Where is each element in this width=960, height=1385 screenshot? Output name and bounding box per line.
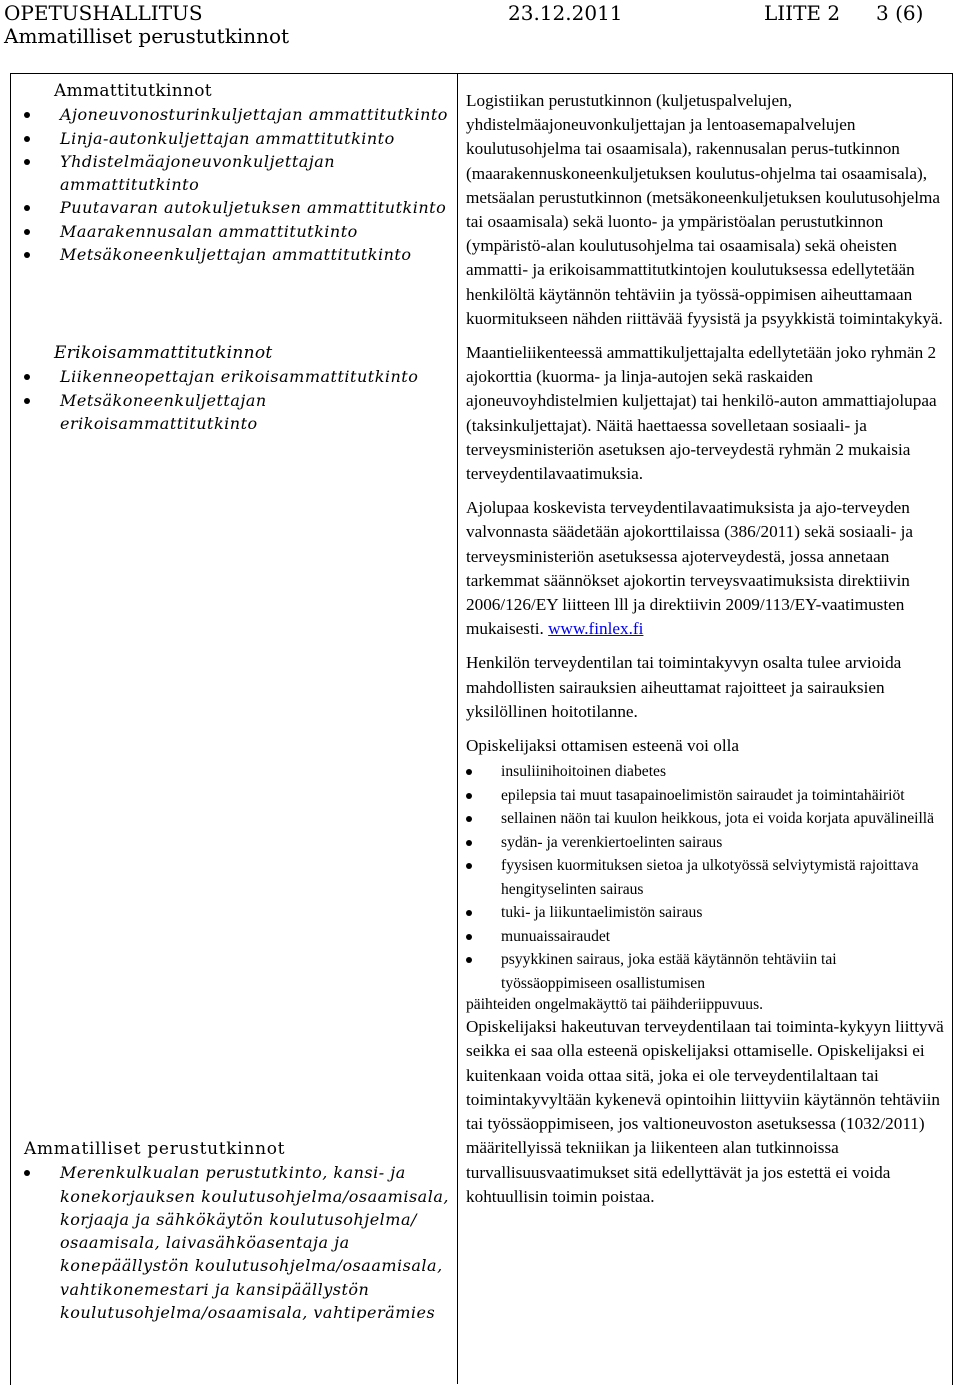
- list-item: fyysisen kuormituksen sietoa ja ulkotyössä selviytymistä rajoittava hengityselinten sairaus: [466, 854, 946, 901]
- section-title: Ammatilliset perustutkinnot: [24, 1139, 286, 1159]
- bullet-icon: [466, 769, 472, 775]
- paragraph: Henkilön terveydentilan tai toimintakyvyn osalta tulee arvioida mahdollisten sairauksien aiheuttamat rajoitteet ja sairauksien yksilöllinen hoitotilanne.: [466, 653, 902, 721]
- bullet-icon: [24, 398, 30, 404]
- list-trailing-text: päihteiden ongelmakäyttö tai päihderiippuvuus.: [466, 996, 764, 1014]
- list-item: Merenkulkualan perustutkinto, kansi- ja konekorjauksen koulutusohjelma/osaamisala, korjaaja ja sähkökäytön koulutusohjelma/ osaamisala, laivasähköasentaja ja konepäällystön koulutusohjelma/osaamisala, vahtikonemestari ja kansipäällystön koulutusohjelma/osaamisala, vahtiperämies: [22, 1161, 450, 1324]
- bullet-icon: [466, 934, 472, 940]
- bullet-icon: [24, 112, 30, 118]
- bullet-icon: [466, 840, 472, 846]
- section-title: Erikoisammattitutkinnot: [54, 343, 273, 363]
- list-item: tuki- ja liikuntaelimistön sairaus: [466, 901, 946, 925]
- bullet-icon: [24, 252, 30, 258]
- bullet-icon: [466, 957, 472, 963]
- bullet-icon: [24, 229, 30, 235]
- list-intro: Opiskelijaksi ottamisen esteenä voi olla: [466, 736, 740, 756]
- list-item: Maarakennusalan ammattitutkinto: [22, 220, 450, 243]
- bullet-icon: [466, 910, 472, 916]
- paragraph: Ajolupaa koskevista terveydentilavaatimuksista ja ajo-terveyden valvonnasta säädetään ajokorttilaissa (386/2011) sekä sosiaali- ja terveysministeriön asetuksessa ajoterveydestä, jossa annetaan tarkemmat säännökset ajokortin terveysvaatimuksista direktiivin 2006/126/EY liitteen lll ja direktiivin 2009/113/EY-vaatimusten mukaisesti. www.finlex.fi: [466, 498, 914, 639]
- bullet-icon: [466, 863, 472, 869]
- paragraph: Logistiikan perustutkinnon (kuljetuspalvelujen, yhdistelmäajoneuvonkuljettajan ja lentoasemapalvelujen koulutusohjelma tai osaamisala), rakennusalan perus-tutkinnon (maarakennuskoneenkuljetuksen koulutus-ohjelma tai osaamisala), metsäalan perustutkinnon (metsäkoneenkuljetuksen koulutusohjelma tai osaamisala) sekä luonto- ja ympäristöalan perustutkinnon (ympäristö-alan koulutusohjelma tai osaamisala) sekä oheisten ammatti- ja erikoisammattitutkintojen koulutuksessa edellytetään henkilöltä käytännön tehtäviin ja työssä-oppimisen aiheuttamaan kuormitukseen nähden riittävää fyysistä ja psyykkistä toimintakykyä.: [466, 91, 943, 328]
- paragraph: Maantieliikenteessä ammattikuljettajalta edellytetään joko ryhmän 2 ajokorttia (kuorma- ja linja-autojen sekä raskaiden ajoneuvoyhdistelmien kuljettajat) tai henkilö-auton ammattiajolupaa (taksinkuljettajat). Näitä haettaessa sovelletaan sosiaali- ja terveysministeriön asetuksen ajo-terveydestä ryhmän 2 mukaisia terveydentilavaatimuksia.: [466, 343, 937, 484]
- list-item: Metsäkoneenkuljettajan erikoisammattitutkinto: [22, 389, 450, 436]
- section-ammattitutkinnot: [22, 80, 450, 266]
- list-item: psyykkinen sairaus, joka estää käytännön tehtäviin tai työssäoppimiseen osallistumisen: [466, 948, 946, 995]
- list-item: sydän- ja verenkiertoelinten sairaus: [466, 831, 946, 855]
- section-title: Ammattitutkinnot: [54, 81, 212, 101]
- qualification-list: [22, 365, 450, 435]
- bullet-icon: [466, 816, 472, 822]
- document-subtitle: Ammatilliset perustutkinnot: [4, 24, 290, 48]
- paragraph: Opiskelijaksi hakeutuvan terveydentilaan tai toiminta-kykyyn liittyvä seikka ei saa olla esteenä opiskelijaksi ottamiselle. Opiskelijaksi ei kuitenkaan voida ottaa sitä, joka ei ole terveydentilaltaan tai toimintakyvyltään kykenevä opintoihin liittyviin käytännön tehtäviin tai työssäoppimiseen, jos valtioneuvoston asetuksessa (1032/2011) määritellyissä tekniikan ja liikenteen alan tutkinnoissa turvallisuusvaatimukset sitä edellyttävät ja jos estettä ei voida kohtuullisin toimin poistaa.: [466, 1017, 944, 1206]
- qualification-list: [22, 103, 450, 266]
- list-item: munuaissairaudet: [466, 925, 946, 949]
- list-item: Linja-autonkuljettajan ammattitutkinto: [22, 127, 450, 150]
- bullet-icon: [24, 136, 30, 142]
- list-item: Liikenneopettajan erikoisammattitutkinto: [22, 365, 450, 388]
- bullet-icon: [24, 1170, 30, 1176]
- list-item: Ajoneuvonosturinkuljettajan ammattitutkinto: [22, 103, 450, 126]
- list-item: insuliinihoitoinen diabetes: [466, 760, 946, 784]
- list-item: sellainen näön tai kuulon heikkous, jota ei voida korjata apuvälineillä: [466, 807, 946, 831]
- section-perustutkinnot: [22, 1138, 450, 1324]
- qualification-list: [22, 1161, 450, 1324]
- list-item: Metsäkoneenkuljettajan ammattitutkinto: [22, 243, 450, 266]
- bullet-icon: [24, 159, 30, 165]
- list-item: Puutavaran autokuljetuksen ammattitutkinto: [22, 196, 450, 219]
- bullet-icon: [24, 205, 30, 211]
- section-erikoisammattitutkinnot: [22, 342, 450, 435]
- right-column: [466, 89, 946, 1209]
- organization-name: OPETUSHALLITUS: [4, 1, 203, 25]
- column-divider: [457, 73, 458, 1384]
- attachment-label: LIITE 2: [764, 1, 841, 25]
- finlex-link[interactable]: www.finlex.fi: [548, 619, 644, 639]
- bullet-icon: [466, 793, 472, 799]
- page-number: 3 (6): [876, 1, 924, 25]
- page-header: [4, 0, 956, 46]
- document-date: 23.12.2011: [508, 1, 623, 25]
- condition-list: [466, 760, 946, 995]
- bullet-icon: [24, 374, 30, 380]
- list-item: Yhdistelmäajoneuvonkuljettajan ammattitutkinto: [22, 150, 450, 197]
- list-item: epilepsia tai muut tasapainoelimistön sairaudet ja toimintahäiriöt: [466, 784, 946, 808]
